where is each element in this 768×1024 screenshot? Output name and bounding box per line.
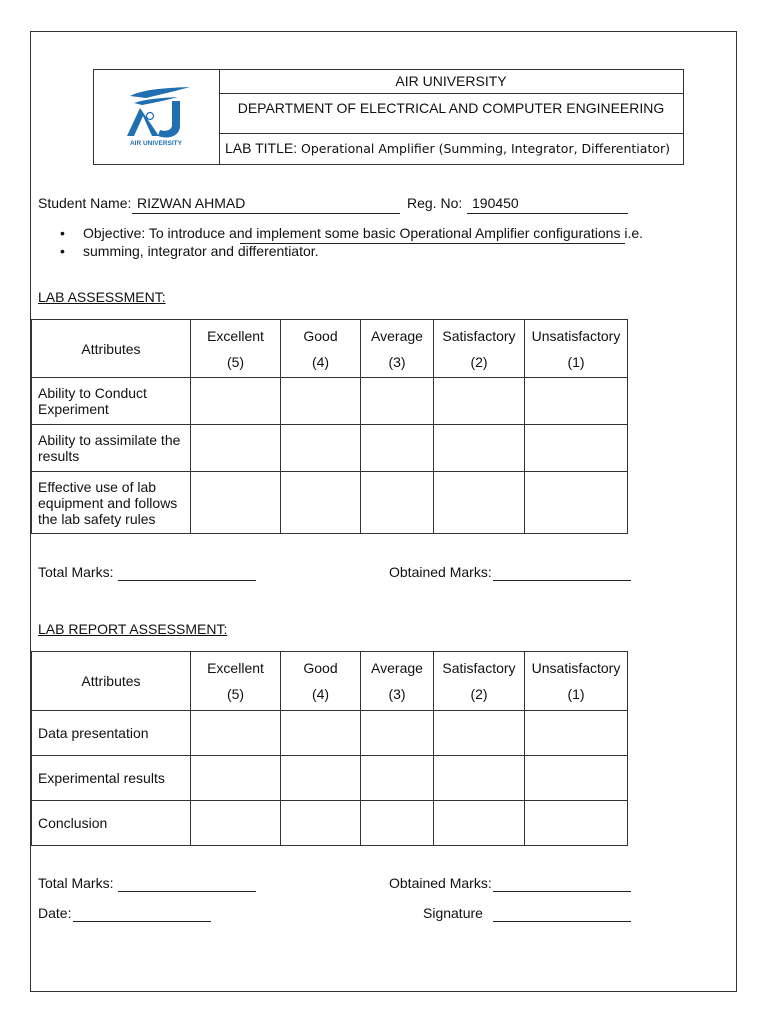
col-good: Good (4): [281, 652, 361, 711]
score-cell[interactable]: [525, 425, 628, 472]
score-cell[interactable]: [281, 756, 361, 801]
attributes-header: Attributes: [32, 652, 191, 711]
col-average: Average (3): [361, 652, 434, 711]
col-unsatisfactory: Unsatisfactory (1): [525, 652, 628, 711]
obtained-marks-label: Obtained Marks:: [389, 875, 492, 891]
col-good: Good (4): [281, 320, 361, 378]
score-cell[interactable]: [434, 756, 525, 801]
date-field[interactable]: [73, 921, 211, 922]
col-average: Average (3): [361, 320, 434, 378]
score-cell[interactable]: [434, 472, 525, 534]
bullet-icon: •: [60, 225, 65, 241]
lab-title-label: LAB TITLE:: [225, 140, 298, 156]
row-label: Conclusion: [32, 801, 191, 846]
score-cell[interactable]: [191, 425, 281, 472]
total-marks-label: Total Marks:: [38, 875, 114, 891]
score-cell[interactable]: [434, 711, 525, 756]
score-cell[interactable]: [525, 711, 628, 756]
col-satisfactory: Satisfactory (2): [434, 652, 525, 711]
col-excellent: Excellent (5): [191, 320, 281, 378]
score-cell[interactable]: [281, 425, 361, 472]
score-cell[interactable]: [191, 711, 281, 756]
score-cell[interactable]: [281, 801, 361, 846]
table-header-row: [32, 652, 628, 711]
row-label: Ability to Conduct Experiment: [32, 378, 191, 425]
table-row: [32, 378, 628, 425]
row-label: Effective use of lab equipment and follows the lab safety rules: [32, 472, 191, 534]
student-name-value[interactable]: RIZWAN AHMAD: [137, 195, 246, 211]
score-cell[interactable]: [525, 472, 628, 534]
table-row: [32, 711, 628, 756]
logo-text: AIR UNIVERSITY: [129, 140, 183, 147]
table-row: [32, 472, 628, 534]
score-cell[interactable]: [361, 472, 434, 534]
signature-field[interactable]: [493, 921, 631, 922]
score-cell[interactable]: [191, 472, 281, 534]
air-university-logo: [94, 70, 219, 164]
score-cell[interactable]: [281, 378, 361, 425]
objective-line-1: Objective: To introduce and implement some basic Operational Amplifier configurations i.e.: [83, 225, 644, 241]
attributes-header: Attributes: [32, 320, 191, 378]
score-cell[interactable]: [525, 378, 628, 425]
department-name: DEPARTMENT OF ELECTRICAL AND COMPUTER ENGINEERING: [219, 93, 683, 134]
table-row: [32, 425, 628, 472]
table-row: [32, 756, 628, 801]
score-cell[interactable]: [281, 711, 361, 756]
score-cell[interactable]: [191, 756, 281, 801]
score-cell[interactable]: [191, 801, 281, 846]
score-cell[interactable]: [434, 425, 525, 472]
student-name-label: Student Name:: [38, 195, 132, 211]
score-cell[interactable]: [525, 801, 628, 846]
student-name-line: [132, 213, 400, 214]
obtained-marks-field[interactable]: [493, 580, 631, 581]
total-marks-label: Total Marks:: [38, 564, 114, 580]
score-cell[interactable]: [361, 756, 434, 801]
score-cell[interactable]: [525, 756, 628, 801]
col-unsatisfactory: Unsatisfactory (1): [525, 320, 628, 378]
university-name: AIR UNIVERSITY: [219, 70, 683, 94]
report-assessment-table: [31, 651, 628, 846]
obtained-marks-field[interactable]: [493, 891, 631, 892]
score-cell[interactable]: [434, 378, 525, 425]
score-cell[interactable]: [361, 711, 434, 756]
total-marks-field[interactable]: [118, 891, 256, 892]
row-label: Data presentation: [32, 711, 191, 756]
col-excellent: Excellent (5): [191, 652, 281, 711]
report-assessment-heading: LAB REPORT ASSESSMENT:: [38, 621, 228, 637]
score-cell[interactable]: [281, 472, 361, 534]
row-label: Ability to assimilate the results: [32, 425, 191, 472]
objective-line-2: summing, integrator and differentiator.: [83, 243, 319, 259]
row-label: Experimental results: [32, 756, 191, 801]
signature-label: Signature: [423, 905, 483, 921]
lab-assessment-table: [31, 319, 628, 534]
score-cell[interactable]: [361, 378, 434, 425]
score-cell[interactable]: [434, 801, 525, 846]
reg-no-value[interactable]: 190450: [472, 195, 519, 211]
date-label: Date:: [38, 905, 72, 921]
bullet-icon: •: [60, 243, 65, 259]
col-satisfactory: Satisfactory (2): [434, 320, 525, 378]
score-cell[interactable]: [361, 801, 434, 846]
table-header-row: [32, 320, 628, 378]
score-cell[interactable]: [361, 425, 434, 472]
total-marks-field[interactable]: [118, 580, 256, 581]
header-box: [93, 69, 684, 165]
table-row: [32, 801, 628, 846]
reg-no-label: Reg. No:: [407, 195, 463, 211]
lab-title-value: Operational Amplifier (Summing, Integrator, Differentiator): [301, 141, 671, 156]
score-cell[interactable]: [191, 378, 281, 425]
lab-assessment-heading: LAB ASSESSMENT:: [38, 289, 166, 305]
obtained-marks-label: Obtained Marks:: [389, 564, 492, 580]
lab-title-row: [219, 133, 683, 164]
reg-no-line: [467, 213, 628, 214]
logo-cell: [94, 70, 220, 164]
